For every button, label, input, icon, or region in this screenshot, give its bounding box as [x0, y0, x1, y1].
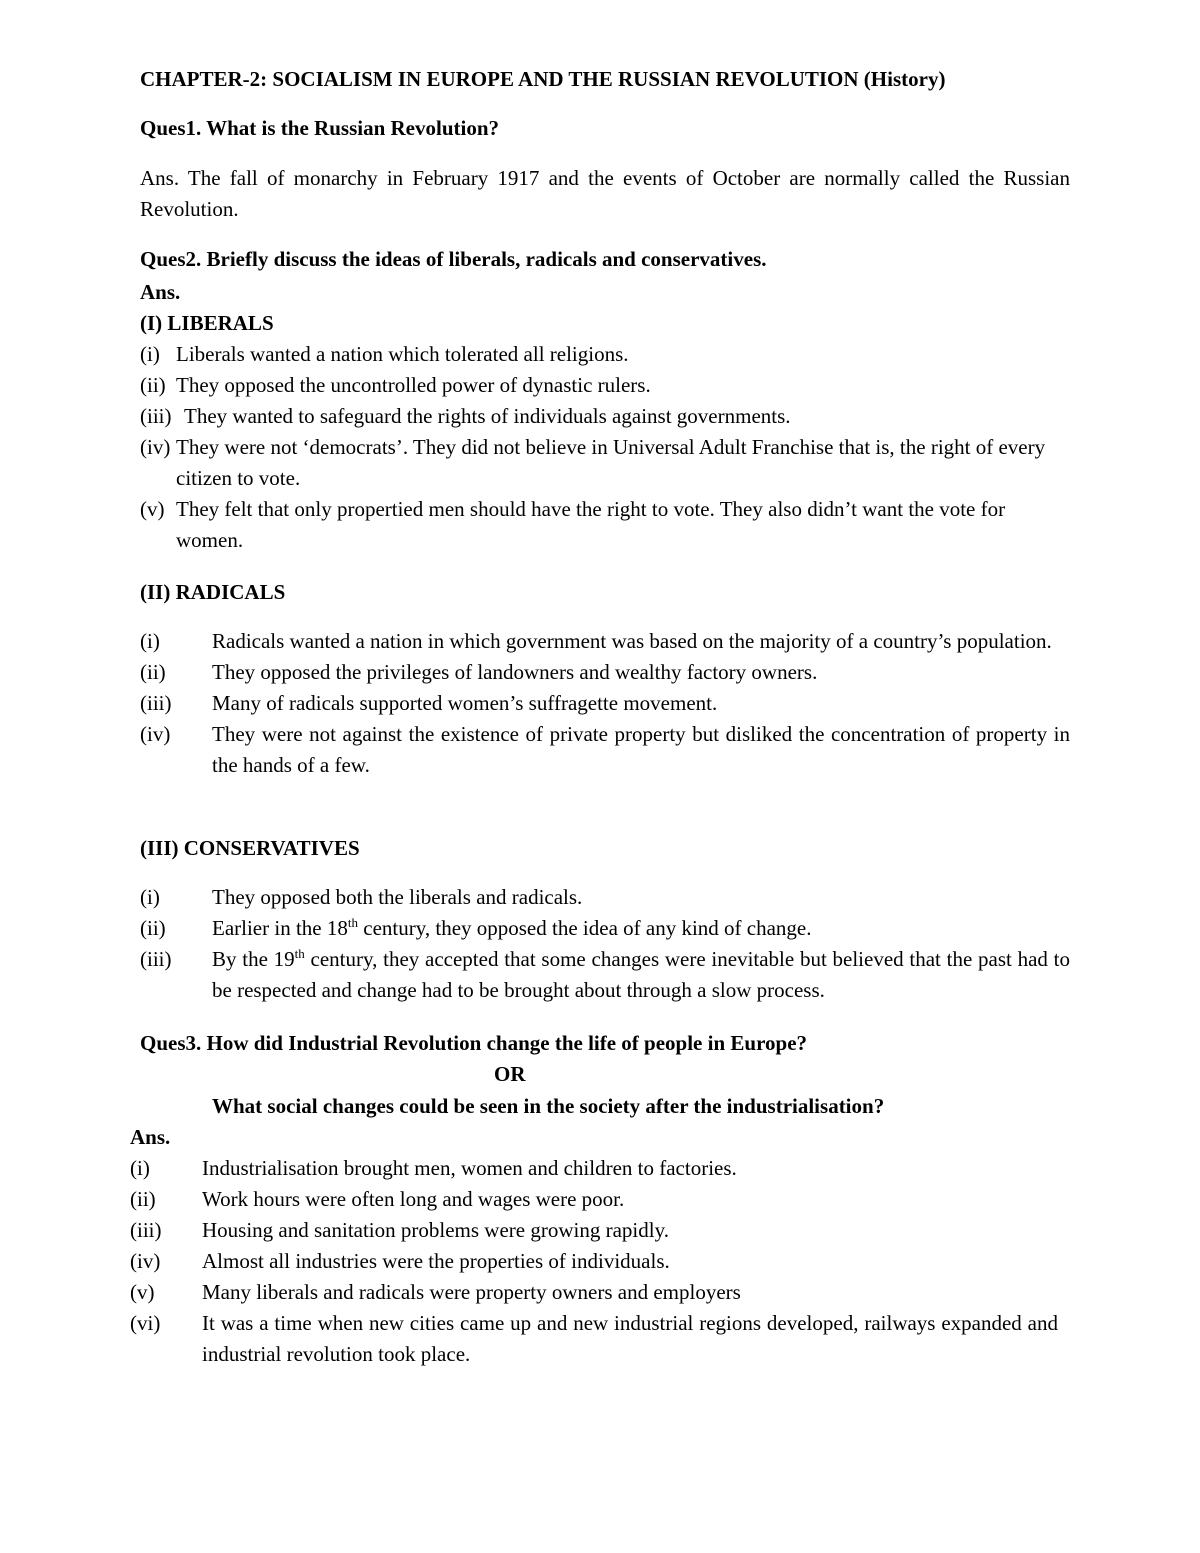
- list-number: (iv): [140, 435, 171, 459]
- list-number: (ii): [140, 373, 166, 397]
- list-text: They were not ‘democrats’. They did not believe in Universal Adult Franchise that is, the right of every citizen to vote.: [176, 435, 1046, 490]
- list-item: [140, 370, 1070, 401]
- list-number: (vi): [130, 1311, 161, 1335]
- answer-3-label: Ans.: [130, 1125, 171, 1149]
- answer-2-label: Ans.: [140, 280, 181, 304]
- list-text: [212, 944, 1070, 1006]
- list-text: They wanted to safeguard the rights of individuals against governments.: [184, 404, 791, 428]
- list-item: [140, 944, 1070, 1006]
- list-item: [130, 1215, 1058, 1246]
- list-text: They opposed both the liberals and radicals.: [212, 885, 583, 909]
- list-number: (ii): [140, 916, 166, 940]
- list-text: It was a time when new cities came up and new industrial regions developed, railways expanded and industrial revolution took place.: [202, 1311, 1058, 1366]
- list-text: Many liberals and radicals were property owners and employers: [202, 1280, 741, 1304]
- list-item: [140, 882, 1070, 913]
- list-number: (iv): [130, 1249, 161, 1273]
- list-text: Housing and sanitation problems were growing rapidly.: [202, 1218, 669, 1242]
- conservatives-list: [140, 882, 1070, 1006]
- list-number: (i): [130, 1156, 150, 1180]
- list-item: [140, 339, 1070, 370]
- conservatives-heading: (III) CONSERVATIVES: [140, 836, 360, 860]
- list-item: [140, 626, 1070, 657]
- radicals-heading: (II) RADICALS: [140, 580, 286, 604]
- list-text: Many of radicals supported women’s suffragette movement.: [212, 691, 718, 715]
- liberals-heading: (I) LIBERALS: [140, 311, 274, 335]
- list-number: (iii): [140, 947, 172, 971]
- question-3: Ques3. How did Industrial Revolution change the life of people in Europe?: [140, 1031, 808, 1055]
- list-item: [130, 1308, 1058, 1370]
- list-number: (i): [140, 629, 160, 653]
- list-text: They opposed the privileges of landowners and wealthy factory owners.: [212, 660, 818, 684]
- list-text: Radicals wanted a nation in which government was based on the majority of a country’s population.: [212, 629, 1052, 653]
- list-item: [130, 1184, 1058, 1215]
- text-part: Earlier in the 18: [212, 916, 348, 940]
- radicals-list: [140, 626, 1070, 781]
- list-text: [212, 913, 1070, 944]
- list-text: Work hours were often long and wages were poor.: [202, 1187, 625, 1211]
- list-item: [140, 494, 1070, 556]
- list-number: (iii): [140, 404, 172, 428]
- list-item: [140, 657, 1070, 688]
- list-number: (iii): [130, 1218, 162, 1242]
- question-2: Ques2. Briefly discuss the ideas of liberals, radicals and conservatives.: [140, 247, 767, 271]
- list-item: [140, 432, 1070, 494]
- list-item: [140, 913, 1070, 944]
- list-number: (ii): [130, 1187, 156, 1211]
- list-number: (i): [140, 342, 160, 366]
- list-text: They opposed the uncontrolled power of dynastic rulers.: [176, 373, 651, 397]
- list-text: They felt that only propertied men should have the right to vote. They also didn’t want the vote for women.: [176, 497, 1006, 552]
- text-part: century, they opposed the idea of any kind of change.: [358, 916, 812, 940]
- question-1: Ques1. What is the Russian Revolution?: [140, 116, 500, 140]
- list-text: Liberals wanted a nation which tolerated all religions.: [176, 342, 629, 366]
- chapter-title: CHAPTER-2: SOCIALISM IN EUROPE AND THE RUSSIAN REVOLUTION (History): [140, 67, 946, 91]
- list-number: (ii): [140, 660, 166, 684]
- list-number: (i): [140, 885, 160, 909]
- list-item: [130, 1153, 1058, 1184]
- question-3-alternate: What social changes could be seen in the society after the industrialisation?: [212, 1094, 885, 1118]
- list-text: Almost all industries were the properties of individuals.: [202, 1249, 670, 1273]
- industrial-changes-list: [130, 1153, 1058, 1370]
- superscript: th: [347, 915, 358, 930]
- list-text: They were not against the existence of private property but disliked the concentration of property in the hands of a few.: [212, 722, 1070, 777]
- text-part: century, they accepted that some changes were inevitable but believed that the past had to be respected and change had to be brought about through a slow process.: [212, 947, 1070, 1002]
- or-label: OR: [494, 1062, 526, 1086]
- text-part: By the 19: [212, 947, 295, 971]
- list-item: [140, 719, 1070, 781]
- list-number: (v): [130, 1280, 155, 1304]
- superscript: th: [294, 946, 305, 961]
- list-number: (v): [140, 497, 165, 521]
- list-number: (iv): [140, 722, 171, 746]
- list-item: [130, 1246, 1058, 1277]
- list-item: [140, 688, 1070, 719]
- list-text: Industrialisation brought men, women and children to factories.: [202, 1156, 737, 1180]
- list-number: (iii): [140, 691, 172, 715]
- list-item: [140, 401, 1070, 432]
- answer-1: Ans. The fall of monarchy in February 1917 and the events of October are normally called the Russian Revolution.: [140, 166, 1070, 221]
- liberals-list: [140, 339, 1070, 556]
- list-item: [130, 1277, 1058, 1308]
